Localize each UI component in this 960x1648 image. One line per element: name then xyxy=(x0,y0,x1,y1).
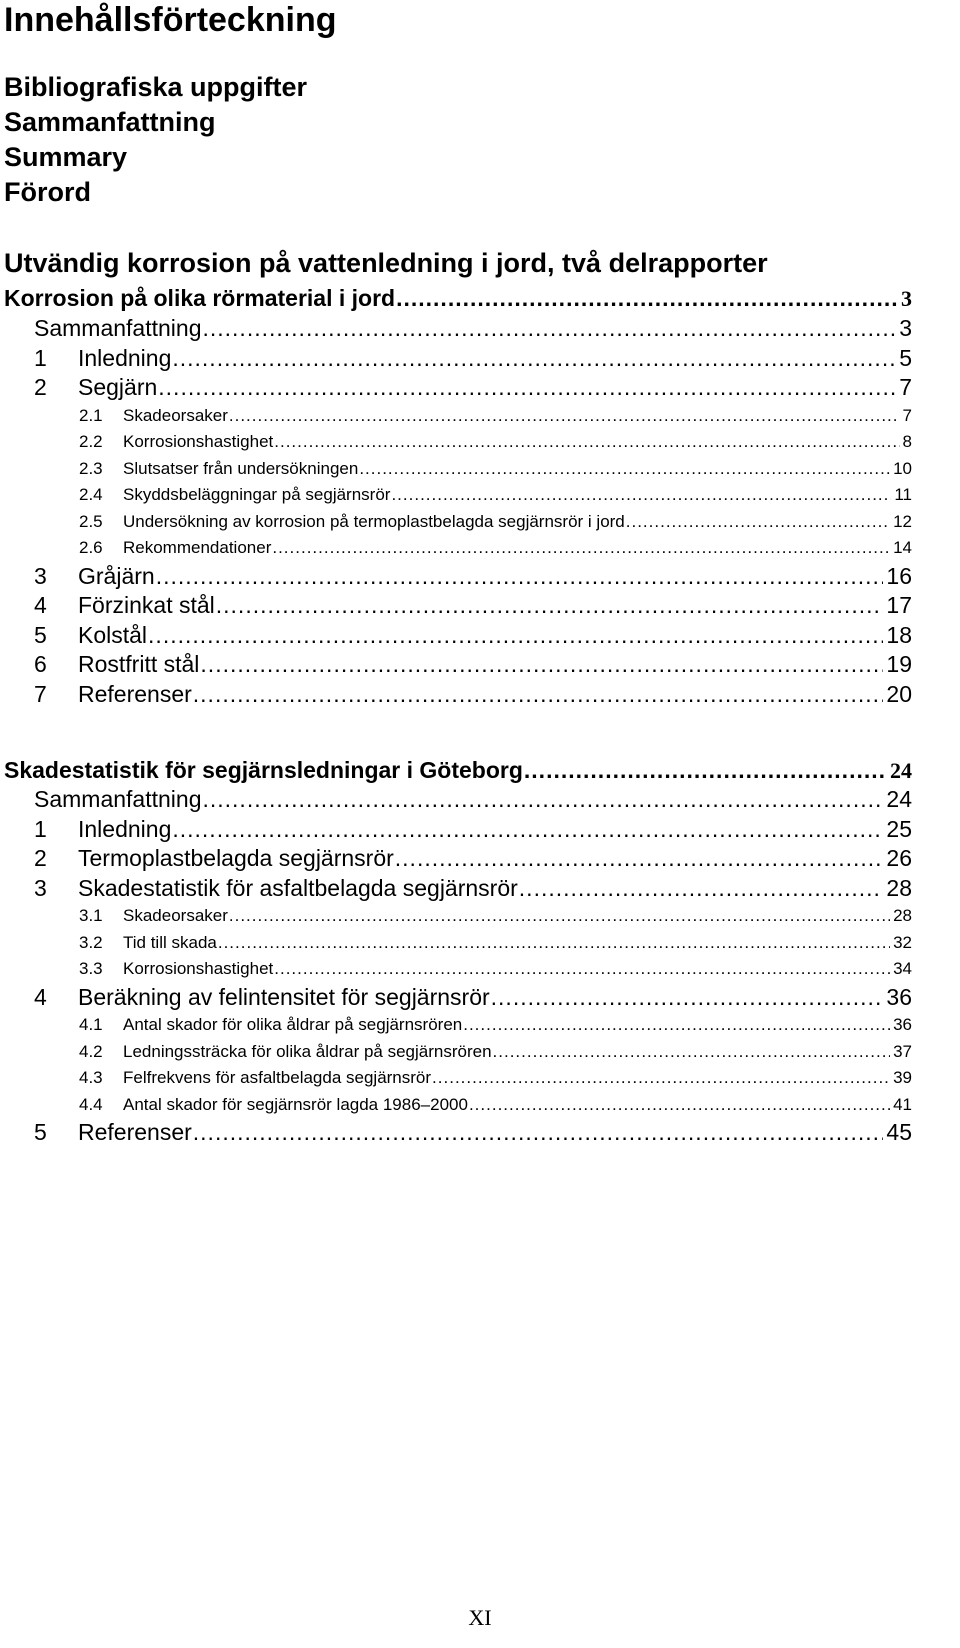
toc-entry-title: Inledning xyxy=(78,815,172,842)
toc-entry-page: 12 xyxy=(893,511,912,531)
toc-entry-page: 36 xyxy=(893,1015,912,1034)
dot-leader xyxy=(274,429,899,456)
toc-entry-number: 3.3 xyxy=(79,959,103,978)
toc-entry-page: 16 xyxy=(886,562,912,589)
toc-entry-page: 3 xyxy=(899,315,912,341)
toc-entry-title: Korrosion på olika rörmaterial i jord xyxy=(4,285,396,311)
toc-subentry xyxy=(0,456,960,483)
toc-entry-number: 2.1 xyxy=(79,405,103,425)
toc-entry-page: 20 xyxy=(886,680,912,707)
dot-leader xyxy=(391,482,891,509)
dot-leader xyxy=(491,983,884,1013)
dot-leader xyxy=(626,509,890,536)
toc-entry-number: 4.1 xyxy=(79,1015,103,1034)
toc-entry-number: 4 xyxy=(34,983,47,1010)
toc-entry-page: 3 xyxy=(901,286,912,311)
page-title: Innehållsförteckning xyxy=(4,1,337,39)
toc-subentry xyxy=(0,1039,960,1066)
toc-entry-title: Korrosionshastighet xyxy=(123,959,274,978)
toc-entry xyxy=(0,314,960,344)
toc-entry-title: Undersökning av korrosion på termoplastbelagda segjärnsrör i jord xyxy=(123,511,625,531)
toc-entry-title: Felfrekvens för asfaltbelagda segjärnsrör xyxy=(123,1068,432,1087)
dot-leader xyxy=(193,680,884,710)
dot-leader xyxy=(148,621,883,651)
toc-entry-page: 24 xyxy=(890,758,912,783)
toc-entry-page: 18 xyxy=(886,621,912,648)
page-number: XI xyxy=(468,1605,492,1630)
dot-leader xyxy=(469,1092,890,1119)
toc-subentry xyxy=(0,930,960,957)
toc-subentry xyxy=(0,509,960,536)
toc-entry-title: Skadestatistik för asfaltbelagda segjärnsrör xyxy=(78,874,518,901)
toc-entry-number: 2.3 xyxy=(79,458,103,478)
toc-entry-page: 26 xyxy=(886,845,912,871)
toc-subentry xyxy=(0,482,960,509)
dot-leader xyxy=(463,1012,890,1039)
toc-entry-page: 24 xyxy=(886,786,912,812)
toc-entry-number: 1 xyxy=(34,344,47,371)
dot-leader xyxy=(193,1118,884,1148)
toc-entry-number: 6 xyxy=(34,651,47,677)
toc-entry-number: 4.4 xyxy=(79,1094,103,1114)
front-matter-list xyxy=(4,70,307,210)
dot-leader xyxy=(200,650,883,680)
toc-entry-number: 2.4 xyxy=(79,485,103,504)
toc-subentry xyxy=(0,403,960,430)
dot-leader xyxy=(493,1039,891,1066)
toc-entry-number: 4 xyxy=(34,592,47,618)
toc-entry-number: 5 xyxy=(34,1119,47,1145)
toc-entry-number: 3.2 xyxy=(79,932,103,952)
toc-entry-title: Rostfritt stål xyxy=(78,651,200,677)
toc-entry-title: Antal skador för segjärnsrör lagda 1986–2000 xyxy=(123,1094,468,1114)
toc-entry-page: 25 xyxy=(886,815,912,842)
toc-entry-title: Termoplastbelagda segjärnsrör xyxy=(78,845,394,871)
toc-entry-title: Skadeorsaker xyxy=(123,906,228,925)
toc-entry-number: 3 xyxy=(34,874,47,901)
toc-entry-page: 5 xyxy=(899,344,912,371)
toc-entry xyxy=(0,1118,960,1148)
dot-leader xyxy=(432,1065,890,1092)
toc-entry-number: 5 xyxy=(34,621,47,648)
toc-entry-number: 1 xyxy=(34,815,47,842)
toc-entry xyxy=(0,562,960,592)
dot-leader xyxy=(272,535,890,562)
toc-entry-page: 7 xyxy=(902,405,912,425)
dot-leader xyxy=(158,373,896,403)
toc-entry-title: Kolstål xyxy=(78,621,148,648)
toc-entry-number: 2 xyxy=(34,845,47,871)
toc-entry-page: 10 xyxy=(893,458,912,478)
dot-leader xyxy=(229,903,890,930)
toc-entry-page: 7 xyxy=(899,374,912,400)
toc-entry-page: 45 xyxy=(886,1119,912,1145)
toc-entry-page: 28 xyxy=(893,906,912,925)
toc-entry-number: 4.2 xyxy=(79,1041,103,1061)
toc-entry xyxy=(0,344,960,374)
front-matter-item: Förord xyxy=(4,177,91,207)
toc-subentry xyxy=(0,903,960,930)
toc-entry-title: Skyddsbeläggningar på segjärnsrör xyxy=(123,485,391,504)
dot-leader xyxy=(359,456,890,483)
toc-entry xyxy=(0,844,960,874)
toc-entry-title: Antal skador för olika åldrar på segjärnsrören xyxy=(123,1015,463,1034)
toc-entry-title: Beräkning av felintensitet för segjärnsrör xyxy=(78,983,490,1010)
toc-entry-number: 3 xyxy=(34,562,47,589)
toc-entry-page: 8 xyxy=(902,432,912,451)
dot-leader xyxy=(172,815,883,845)
toc-entry xyxy=(0,591,960,621)
dot-leader xyxy=(396,283,898,313)
dot-leader xyxy=(395,844,884,874)
toc-entry-page: 17 xyxy=(886,592,912,618)
toc-entry-title: Förzinkat stål xyxy=(78,592,215,618)
toc-entry-title: Gråjärn xyxy=(78,562,155,589)
toc-entry-page: 19 xyxy=(886,651,912,677)
toc-report-heading xyxy=(0,755,960,785)
dot-leader xyxy=(229,403,900,430)
toc-entry-title: Korrosionshastighet xyxy=(123,432,274,451)
front-matter-item: Sammanfattning xyxy=(4,107,216,137)
dot-leader xyxy=(218,930,890,957)
toc-entry xyxy=(0,874,960,904)
front-matter-item: Summary xyxy=(4,142,128,172)
dot-leader xyxy=(519,874,884,904)
toc-entry xyxy=(0,373,960,403)
toc-entry-title: Referenser xyxy=(78,680,192,707)
toc-subentry xyxy=(0,1012,960,1039)
toc-entry xyxy=(0,650,960,680)
toc-entry-title: Segjärn xyxy=(78,374,158,400)
toc-entry-page: 39 xyxy=(893,1068,912,1087)
dot-leader xyxy=(202,314,896,344)
toc-entry-page: 11 xyxy=(894,485,912,504)
toc-entry-page: 28 xyxy=(886,874,912,901)
toc-entry xyxy=(0,983,960,1013)
toc-entry-number: 7 xyxy=(34,680,47,707)
toc-entry-title: Rekommendationer xyxy=(123,538,272,557)
dot-leader xyxy=(202,785,883,815)
toc-entry-page: 36 xyxy=(886,983,912,1010)
toc-entry-page: 14 xyxy=(893,538,912,557)
toc-entry xyxy=(0,815,960,845)
toc-entry-title: Ledningssträcka för olika åldrar på segjärnsrören xyxy=(123,1041,492,1061)
dot-leader xyxy=(156,562,884,592)
toc-entry-number: 3.1 xyxy=(79,906,103,925)
toc-entry xyxy=(0,680,960,710)
toc-subentry xyxy=(0,956,960,983)
toc-entry-title: Slutsatser från undersökningen xyxy=(123,458,359,478)
dot-leader xyxy=(172,344,896,374)
dot-leader xyxy=(274,956,890,983)
toc-entry-title: Skadeorsaker xyxy=(123,405,228,425)
toc-entry-title: Referenser xyxy=(78,1119,192,1145)
dot-leader xyxy=(216,591,884,621)
toc-entry-title: Sammanfattning xyxy=(34,315,202,341)
toc-subentry xyxy=(0,1092,960,1119)
toc-entry xyxy=(0,621,960,651)
toc-entry-page: 41 xyxy=(893,1094,912,1114)
toc-subentry xyxy=(0,1065,960,1092)
toc-entry-number: 2 xyxy=(34,374,47,400)
toc-entry-title: Inledning xyxy=(78,344,172,371)
toc-entry xyxy=(0,785,960,815)
toc-entry-page: 34 xyxy=(893,959,912,978)
toc-report-heading xyxy=(0,283,960,313)
toc-entry-number: 2.2 xyxy=(79,432,103,451)
toc-entry-page: 37 xyxy=(893,1041,912,1061)
toc-entry-title: Sammanfattning xyxy=(34,786,202,812)
part-title: Utvändig korrosion på vattenledning i jord, två delrapporter xyxy=(4,248,768,278)
toc-entry-number: 2.5 xyxy=(79,511,103,531)
toc-entry-number: 4.3 xyxy=(79,1068,103,1087)
dot-leader xyxy=(524,755,887,785)
front-matter-item: Bibliografiska uppgifter xyxy=(4,72,308,102)
toc-subentry xyxy=(0,429,960,456)
toc-entry-title: Skadestatistik för segjärnsledningar i Göteborg xyxy=(4,757,523,783)
toc-entry-number: 2.6 xyxy=(79,538,103,557)
toc-subentry xyxy=(0,535,960,562)
toc-entry-page: 32 xyxy=(893,932,912,952)
toc-entry-title: Tid till skada xyxy=(123,932,217,952)
